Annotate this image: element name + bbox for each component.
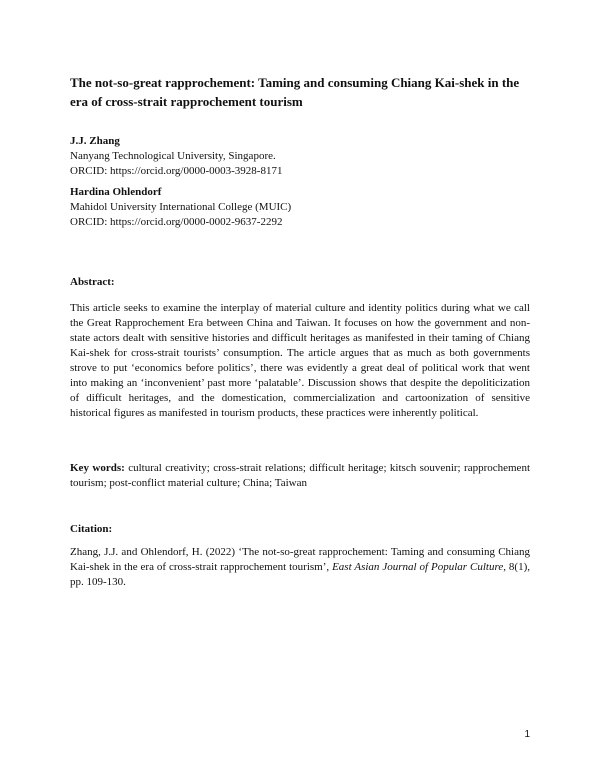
keywords-text: cultural creativity; cross-strait relations; difficult heritage; kitsch souvenir; rapprochement tourism; post-conflict material culture; China; Taiwan bbox=[70, 462, 530, 489]
citation-before: Zhang, J.J. and Ohlendorf, H. (2022) ‘The not-so-great rapprochement: Taming and consuming Chiang Kai-shek in the era of cross-strait rapprochement tourism’, bbox=[70, 546, 530, 573]
author-name: Hardina Ohlendorf bbox=[70, 186, 162, 198]
citation-after: , 8(1), pp. 109-130. bbox=[70, 561, 531, 588]
keywords-label: Key words: bbox=[70, 462, 125, 474]
author-block-1 bbox=[70, 134, 282, 179]
citation-journal: East Asian Journal of Popular Culture bbox=[332, 561, 504, 573]
abstract-heading: Abstract: bbox=[70, 276, 115, 288]
author-orcid: ORCID: https://orcid.org/0000-0002-9637-2292 bbox=[70, 216, 283, 228]
keywords-paragraph bbox=[70, 461, 530, 491]
author-block-2 bbox=[70, 185, 291, 230]
author-name: J.J. Zhang bbox=[70, 135, 120, 147]
page-number: 1 bbox=[524, 729, 530, 740]
author-affiliation: Nanyang Technological University, Singapore. bbox=[70, 150, 276, 162]
abstract-text: This article seeks to examine the interplay of material culture and identity politics during what we call the Great Rapprochement Era between China and Taiwan. It focuses on how the government and non-state actors dealt with sensitive histories and difficult heritages as manifested in their taming of Chiang Kai-shek for cross-strait tourists’ consumption. The article argues that as much as both governments strove to put ‘economics before politics’, there was evidently a great deal of political work that went into making an ‘inconvenient’ past more ‘palatable’. Discussion shows that despite the depoliticization of difficult heritages, and the domestication, commercialization and cartoonization of sensitive historical figures as manifested in tourism products, these practices were inherently political. bbox=[70, 302, 530, 419]
author-orcid: ORCID: https://orcid.org/0000-0003-3928-8171 bbox=[70, 165, 283, 177]
author-affiliation: Mahidol University International College (MUIC) bbox=[70, 201, 292, 213]
paper-title: The not-so-great rapprochement: Taming and consuming Chiang Kai-shek in the era of cross-strait rapprochement tourism bbox=[70, 75, 520, 109]
citation-heading: Citation: bbox=[70, 523, 113, 535]
citation-text bbox=[70, 545, 530, 590]
